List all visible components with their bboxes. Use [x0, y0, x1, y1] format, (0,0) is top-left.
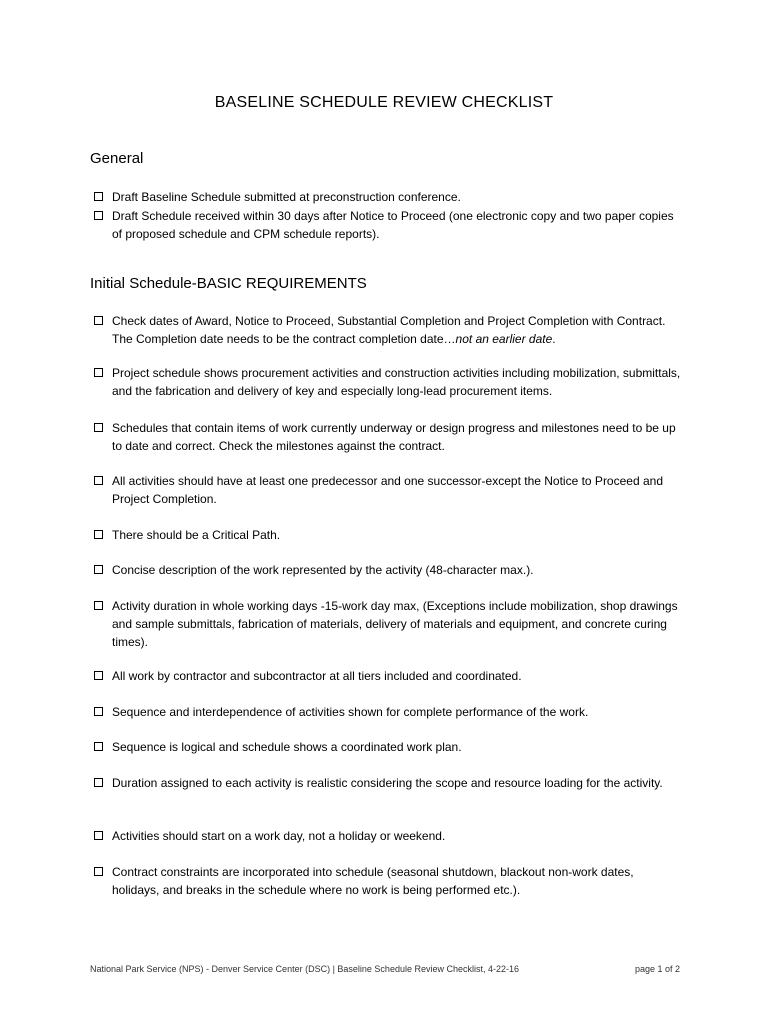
checkbox[interactable]: [94, 671, 103, 680]
footer-source: National Park Service (NPS) - Denver Service Center (DSC) | Baseline Schedule Review Checklist, 4-22-16: [90, 964, 520, 974]
checklist-item-text: All activities should have at least one predecessor and one successor-except the Notice to Proceed and Project Completion.: [112, 474, 663, 506]
checklist-item-text: Activity duration in whole working days -15-work day max, (Exceptions include mobilization, shop drawings and sample submittals, fabrication of materials, delivery of materials and equipment, and concrete curing times).: [112, 599, 678, 649]
checklist-item[interactable]: [94, 561, 684, 579]
checklist-item[interactable]: [94, 364, 684, 400]
checklist-item-text: Schedules that contain items of work currently underway or design progress and milestones need to be up to date and correct. Check the milestones against the contract.: [112, 421, 676, 453]
section-heading-text-b: Schedule-BASIC REQUIREMENTS: [129, 275, 367, 292]
checklist-item-text: Draft Baseline Schedule submitted at preconstruction conference.: [112, 190, 461, 204]
checklist-item[interactable]: [94, 526, 684, 544]
checklist-item[interactable]: [94, 863, 684, 899]
checklist-item-text: Project schedule shows procurement activities and construction activities including mobilization, submittals, and the fabrication and delivery of key and especially long-lead procurement items.: [112, 366, 681, 398]
checkbox[interactable]: [94, 778, 103, 787]
checklist-item-emphasis: not an earlier date: [455, 332, 553, 346]
checkbox[interactable]: [94, 530, 103, 539]
checklist-item[interactable]: [94, 207, 684, 243]
checkbox[interactable]: [94, 476, 103, 485]
checkbox[interactable]: [94, 742, 103, 751]
checklist-item-text: Sequence is logical and schedule shows a coordinated work plan.: [112, 740, 462, 754]
checkbox[interactable]: [94, 707, 103, 716]
page-title: BASELINE SCHEDULE REVIEW CHECKLIST: [214, 94, 554, 111]
checklist-item[interactable]: [94, 774, 684, 792]
checkbox[interactable]: [94, 316, 103, 325]
checklist-item-text: Duration assigned to each activity is realistic considering the scope and resource loading for the activity.: [112, 776, 663, 790]
checklist-item-text: All work by contractor and subcontractor at all tiers included and coordinated.: [112, 669, 522, 683]
page-number: page 1 of 2: [634, 964, 680, 974]
checklist-item[interactable]: [94, 419, 684, 455]
page-footer: [90, 964, 680, 974]
checklist-item[interactable]: [94, 597, 684, 651]
checklist-item-text: Draft Schedule received within 30 days after Notice to Proceed (one electronic copy and two paper copies of proposed schedule and CPM schedule reports).: [112, 209, 674, 241]
section-heading-text: General: [90, 150, 144, 167]
checkbox[interactable]: [94, 565, 103, 574]
checklist-item-text: Sequence and interdependence of activities shown for complete performance of the work.: [112, 705, 589, 719]
checklist-item[interactable]: [94, 667, 684, 685]
checklist-item[interactable]: [94, 312, 684, 348]
checklist-item[interactable]: [94, 738, 684, 756]
checklist-item-text: There should be a Critical Path.: [112, 528, 281, 542]
checklist-item[interactable]: [94, 703, 684, 721]
checklist-item[interactable]: [94, 827, 684, 845]
checklist-item[interactable]: [94, 472, 684, 508]
checkbox[interactable]: [94, 831, 103, 840]
checkbox[interactable]: [94, 211, 103, 220]
checkbox[interactable]: [94, 601, 103, 610]
checkbox[interactable]: [94, 423, 103, 432]
section-heading-general: [90, 150, 143, 167]
checkbox[interactable]: [94, 368, 103, 377]
section-heading-initial-schedule: [90, 275, 367, 292]
section-heading-text-a: Initial: [90, 275, 126, 292]
checklist-item-text: Check dates of Award, Notice to Proceed, Substantial Completion and Project Completion with Contract. The Completion date needs to be the contract completion date…not an earlier date.: [112, 314, 666, 346]
checklist-item-text: Activities should start on a work day, not a holiday or weekend.: [112, 829, 446, 843]
checkbox[interactable]: [94, 192, 103, 201]
checkbox[interactable]: [94, 867, 103, 876]
checklist-item-text: Contract constraints are incorporated into schedule (seasonal shutdown, blackout non-work dates, holidays, and breaks in the schedule where no work is being performed etc.).: [112, 865, 634, 897]
checklist-item[interactable]: [94, 188, 684, 206]
checklist-item-text: Concise description of the work represented by the activity (48-character max.).: [112, 563, 534, 577]
